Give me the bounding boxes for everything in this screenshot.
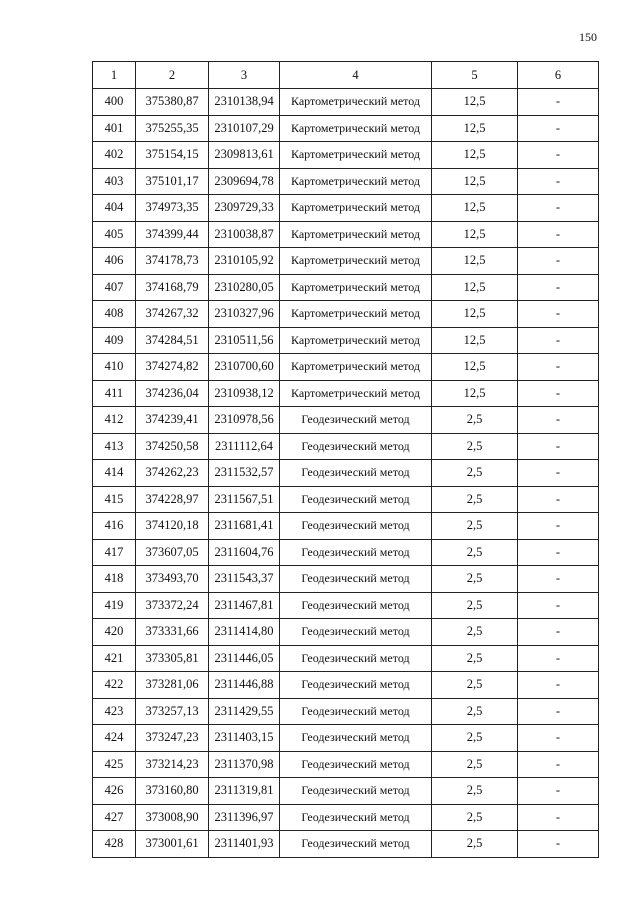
cell-accuracy: 12,5 — [432, 89, 518, 116]
table-row — [93, 725, 599, 752]
cell-x: 373214,23 — [136, 751, 209, 778]
table-row — [93, 751, 599, 778]
cell-y: 2311414,80 — [209, 619, 280, 646]
cell-description: - — [518, 195, 599, 222]
cell-x: 375380,87 — [136, 89, 209, 116]
table-row — [93, 89, 599, 116]
cell-x: 373247,23 — [136, 725, 209, 752]
cell-description: - — [518, 248, 599, 275]
cell-point-number: 400 — [93, 89, 136, 116]
cell-y: 2309694,78 — [209, 168, 280, 195]
header-row — [93, 62, 599, 89]
cell-method: Геодезический метод — [280, 725, 432, 752]
cell-accuracy: 12,5 — [432, 274, 518, 301]
cell-point-number: 423 — [93, 698, 136, 725]
cell-x: 373281,06 — [136, 672, 209, 699]
cell-point-number: 412 — [93, 407, 136, 434]
cell-y: 2311319,81 — [209, 778, 280, 805]
cell-x: 375154,15 — [136, 142, 209, 169]
cell-method: Геодезический метод — [280, 460, 432, 487]
cell-description: - — [518, 407, 599, 434]
cell-point-number: 408 — [93, 301, 136, 328]
cell-description: - — [518, 433, 599, 460]
cell-method: Картометрический метод — [280, 354, 432, 381]
cell-method: Картометрический метод — [280, 274, 432, 301]
cell-accuracy: 2,5 — [432, 513, 518, 540]
cell-method: Картометрический метод — [280, 142, 432, 169]
cell-description: - — [518, 513, 599, 540]
table-row — [93, 539, 599, 566]
cell-point-number: 407 — [93, 274, 136, 301]
cell-y: 2310038,87 — [209, 221, 280, 248]
cell-accuracy: 2,5 — [432, 539, 518, 566]
table-row — [93, 672, 599, 699]
cell-y: 2310511,56 — [209, 327, 280, 354]
cell-description: - — [518, 89, 599, 116]
cell-accuracy: 12,5 — [432, 354, 518, 381]
cell-method: Геодезический метод — [280, 513, 432, 540]
cell-y: 2311446,88 — [209, 672, 280, 699]
cell-point-number: 411 — [93, 380, 136, 407]
cell-description: - — [518, 327, 599, 354]
cell-description: - — [518, 486, 599, 513]
cell-x: 373001,61 — [136, 831, 209, 858]
cell-method: Геодезический метод — [280, 831, 432, 858]
cell-y: 2311467,81 — [209, 592, 280, 619]
table-row — [93, 380, 599, 407]
cell-x: 374250,58 — [136, 433, 209, 460]
cell-description: - — [518, 751, 599, 778]
cell-method: Геодезический метод — [280, 804, 432, 831]
cell-method: Геодезический метод — [280, 619, 432, 646]
cell-method: Картометрический метод — [280, 301, 432, 328]
table-row — [93, 301, 599, 328]
cell-x: 375255,35 — [136, 115, 209, 142]
cell-accuracy: 2,5 — [432, 672, 518, 699]
table-row — [93, 513, 599, 540]
cell-method: Геодезический метод — [280, 698, 432, 725]
cell-x: 374267,32 — [136, 301, 209, 328]
cell-accuracy: 12,5 — [432, 221, 518, 248]
cell-accuracy: 12,5 — [432, 168, 518, 195]
cell-y: 2311112,64 — [209, 433, 280, 460]
cell-accuracy: 12,5 — [432, 327, 518, 354]
cell-description: - — [518, 301, 599, 328]
cell-point-number: 426 — [93, 778, 136, 805]
cell-y: 2311532,57 — [209, 460, 280, 487]
header-cell-accuracy: 5 — [432, 62, 518, 89]
cell-point-number: 422 — [93, 672, 136, 699]
cell-y: 2309813,61 — [209, 142, 280, 169]
table-row — [93, 645, 599, 672]
cell-y: 2311396,97 — [209, 804, 280, 831]
cell-accuracy: 12,5 — [432, 115, 518, 142]
table-row — [93, 168, 599, 195]
cell-method: Картометрический метод — [280, 89, 432, 116]
cell-y: 2311403,15 — [209, 725, 280, 752]
cell-point-number: 427 — [93, 804, 136, 831]
table-row — [93, 592, 599, 619]
page-number: 150 — [579, 30, 597, 44]
cell-y: 2309729,33 — [209, 195, 280, 222]
cell-description: - — [518, 460, 599, 487]
cell-y: 2311446,05 — [209, 645, 280, 672]
cell-description: - — [518, 168, 599, 195]
cell-method: Геодезический метод — [280, 778, 432, 805]
cell-point-number: 419 — [93, 592, 136, 619]
cell-y: 2310138,94 — [209, 89, 280, 116]
cell-point-number: 417 — [93, 539, 136, 566]
cell-description: - — [518, 539, 599, 566]
cell-x: 374399,44 — [136, 221, 209, 248]
cell-accuracy: 2,5 — [432, 804, 518, 831]
cell-x: 373257,13 — [136, 698, 209, 725]
cell-accuracy: 2,5 — [432, 566, 518, 593]
cell-accuracy: 12,5 — [432, 301, 518, 328]
cell-point-number: 420 — [93, 619, 136, 646]
cell-method: Геодезический метод — [280, 486, 432, 513]
cell-accuracy: 12,5 — [432, 380, 518, 407]
table-row — [93, 698, 599, 725]
table-row — [93, 486, 599, 513]
cell-description: - — [518, 619, 599, 646]
table-row — [93, 619, 599, 646]
table-body — [93, 89, 599, 858]
cell-description: - — [518, 274, 599, 301]
header-cell-method: 4 — [280, 62, 432, 89]
cell-x: 374262,23 — [136, 460, 209, 487]
cell-x: 373305,81 — [136, 645, 209, 672]
cell-y: 2310280,05 — [209, 274, 280, 301]
cell-method: Картометрический метод — [280, 115, 432, 142]
cell-description: - — [518, 831, 599, 858]
table-row — [93, 195, 599, 222]
cell-method: Картометрический метод — [280, 168, 432, 195]
cell-method: Геодезический метод — [280, 645, 432, 672]
cell-description: - — [518, 725, 599, 752]
cell-description: - — [518, 698, 599, 725]
cell-y: 2311429,55 — [209, 698, 280, 725]
cell-description: - — [518, 380, 599, 407]
cell-description: - — [518, 566, 599, 593]
cell-point-number: 418 — [93, 566, 136, 593]
cell-point-number: 414 — [93, 460, 136, 487]
cell-method: Картометрический метод — [280, 248, 432, 275]
cell-point-number: 410 — [93, 354, 136, 381]
cell-x: 373372,24 — [136, 592, 209, 619]
cell-point-number: 424 — [93, 725, 136, 752]
cell-y: 2310105,92 — [209, 248, 280, 275]
table-row — [93, 407, 599, 434]
cell-method: Геодезический метод — [280, 433, 432, 460]
table-row — [93, 460, 599, 487]
cell-accuracy: 2,5 — [432, 831, 518, 858]
cell-y: 2310938,12 — [209, 380, 280, 407]
table-row — [93, 354, 599, 381]
cell-point-number: 413 — [93, 433, 136, 460]
cell-description: - — [518, 115, 599, 142]
cell-x: 375101,17 — [136, 168, 209, 195]
header-cell-point-number: 1 — [93, 62, 136, 89]
cell-y: 2310700,60 — [209, 354, 280, 381]
cell-y: 2310107,29 — [209, 115, 280, 142]
header-cell-x: 2 — [136, 62, 209, 89]
cell-description: - — [518, 778, 599, 805]
cell-point-number: 403 — [93, 168, 136, 195]
table-header — [93, 62, 599, 89]
cell-x: 374973,35 — [136, 195, 209, 222]
cell-accuracy: 2,5 — [432, 619, 518, 646]
cell-point-number: 401 — [93, 115, 136, 142]
cell-x: 373607,05 — [136, 539, 209, 566]
cell-x: 373493,70 — [136, 566, 209, 593]
table-row — [93, 274, 599, 301]
cell-point-number: 425 — [93, 751, 136, 778]
cell-x: 373008,90 — [136, 804, 209, 831]
header-cell-description: 6 — [518, 62, 599, 89]
cell-y: 2311604,76 — [209, 539, 280, 566]
cell-x: 374284,51 — [136, 327, 209, 354]
cell-x: 374236,04 — [136, 380, 209, 407]
table-row — [93, 566, 599, 593]
cell-point-number: 428 — [93, 831, 136, 858]
table-row — [93, 433, 599, 460]
cell-accuracy: 2,5 — [432, 460, 518, 487]
cell-accuracy: 2,5 — [432, 486, 518, 513]
cell-accuracy: 2,5 — [432, 725, 518, 752]
table-row — [93, 831, 599, 858]
cell-y: 2311681,41 — [209, 513, 280, 540]
table-row — [93, 778, 599, 805]
cell-description: - — [518, 592, 599, 619]
cell-accuracy: 2,5 — [432, 592, 518, 619]
cell-point-number: 409 — [93, 327, 136, 354]
cell-method: Геодезический метод — [280, 751, 432, 778]
cell-description: - — [518, 354, 599, 381]
cell-method: Картометрический метод — [280, 221, 432, 248]
cell-description: - — [518, 221, 599, 248]
cell-accuracy: 12,5 — [432, 142, 518, 169]
table-row — [93, 327, 599, 354]
cell-x: 374168,79 — [136, 274, 209, 301]
cell-x: 373160,80 — [136, 778, 209, 805]
cell-method: Картометрический метод — [280, 380, 432, 407]
table-row — [93, 804, 599, 831]
cell-method: Геодезический метод — [280, 672, 432, 699]
cell-point-number: 405 — [93, 221, 136, 248]
table-row — [93, 142, 599, 169]
coordinates-table — [92, 61, 599, 858]
cell-point-number: 406 — [93, 248, 136, 275]
cell-x: 374228,97 — [136, 486, 209, 513]
cell-method: Геодезический метод — [280, 592, 432, 619]
table-row — [93, 221, 599, 248]
cell-y: 2311543,37 — [209, 566, 280, 593]
cell-accuracy: 12,5 — [432, 248, 518, 275]
table-row — [93, 248, 599, 275]
cell-x: 374178,73 — [136, 248, 209, 275]
cell-point-number: 421 — [93, 645, 136, 672]
cell-y: 2311370,98 — [209, 751, 280, 778]
cell-x: 374120,18 — [136, 513, 209, 540]
cell-point-number: 402 — [93, 142, 136, 169]
cell-method: Геодезический метод — [280, 539, 432, 566]
cell-accuracy: 2,5 — [432, 407, 518, 434]
cell-accuracy: 2,5 — [432, 778, 518, 805]
cell-point-number: 416 — [93, 513, 136, 540]
cell-accuracy: 2,5 — [432, 698, 518, 725]
cell-y: 2310978,56 — [209, 407, 280, 434]
cell-accuracy: 2,5 — [432, 751, 518, 778]
cell-point-number: 415 — [93, 486, 136, 513]
table-row — [93, 115, 599, 142]
cell-description: - — [518, 804, 599, 831]
cell-method: Геодезический метод — [280, 566, 432, 593]
cell-accuracy: 2,5 — [432, 433, 518, 460]
cell-y: 2311567,51 — [209, 486, 280, 513]
cell-y: 2310327,96 — [209, 301, 280, 328]
cell-x: 373331,66 — [136, 619, 209, 646]
header-cell-y: 3 — [209, 62, 280, 89]
cell-x: 374274,82 — [136, 354, 209, 381]
cell-description: - — [518, 142, 599, 169]
cell-method: Картометрический метод — [280, 195, 432, 222]
cell-accuracy: 12,5 — [432, 195, 518, 222]
cell-y: 2311401,93 — [209, 831, 280, 858]
cell-accuracy: 2,5 — [432, 645, 518, 672]
cell-description: - — [518, 645, 599, 672]
cell-description: - — [518, 672, 599, 699]
cell-method: Геодезический метод — [280, 407, 432, 434]
cell-x: 374239,41 — [136, 407, 209, 434]
cell-method: Картометрический метод — [280, 327, 432, 354]
cell-point-number: 404 — [93, 195, 136, 222]
